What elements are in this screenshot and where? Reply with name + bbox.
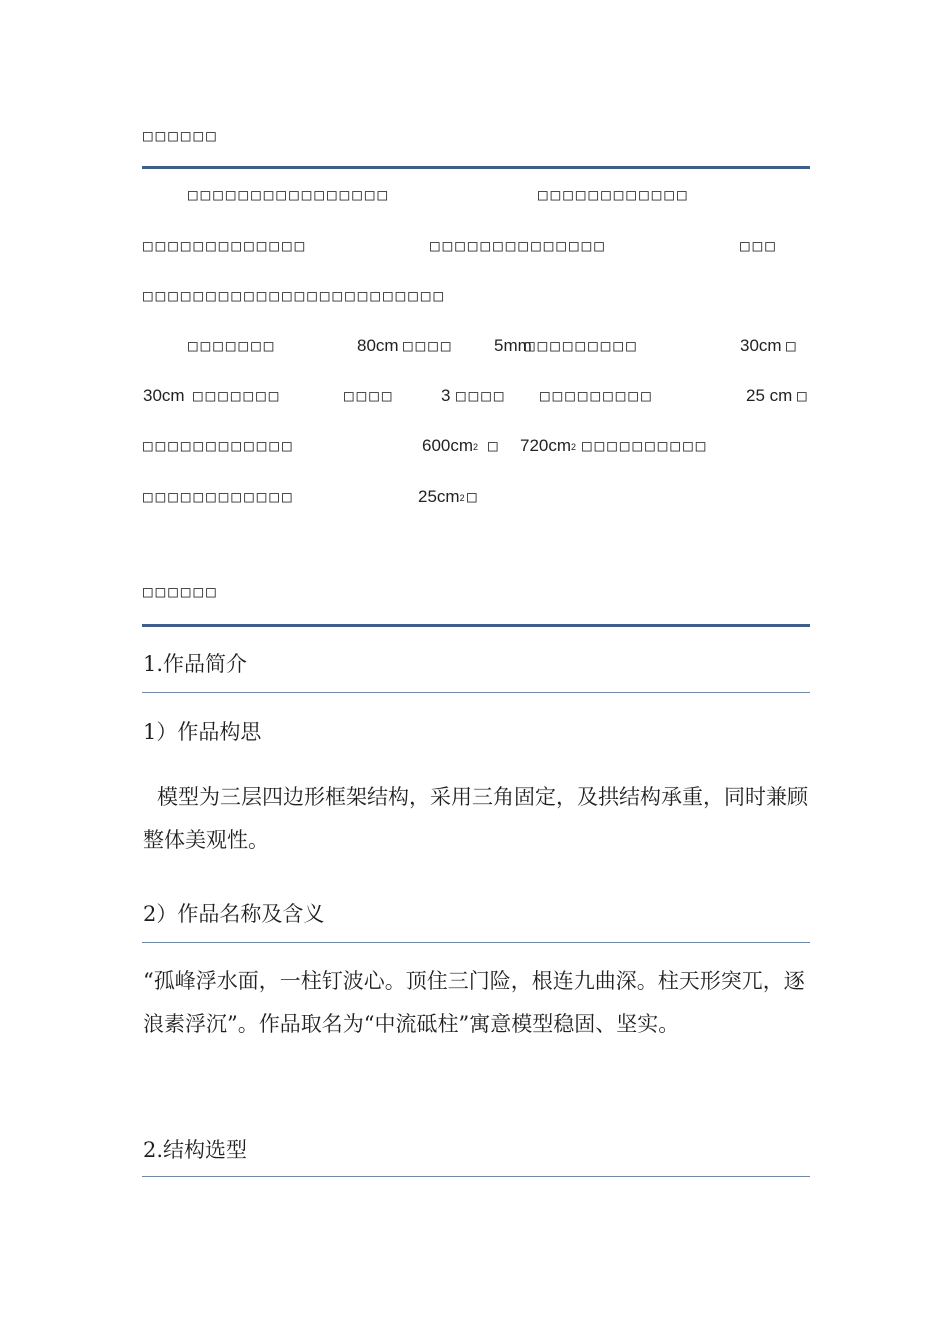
paragraph-meaning: “孤峰浮水面，一柱钉波心。顶住三门险，根连九曲深。柱天形突兀，逐浪素浮沉”。作品取名为“中流砥柱”寓意模型稳固、坚实。	[143, 969, 805, 1036]
body-text: □□□□□□□□□□□□□□□□□□□□□□□□	[143, 286, 447, 305]
body-text: □	[488, 436, 501, 455]
body-text: □□□□□□□	[188, 336, 277, 355]
body-text: □□□	[740, 236, 778, 255]
heading-rule	[142, 1176, 810, 1177]
heading-rule	[142, 692, 810, 693]
subheading-concept: 1）作品构思	[143, 720, 262, 744]
body-text: □□□□□□□□□□□□□	[143, 236, 308, 255]
body-text: □	[467, 487, 480, 506]
measure-value: 3	[441, 386, 451, 405]
measure-value: 5mm	[494, 336, 532, 355]
body-text: □□□□□□□□□□□□	[143, 487, 295, 506]
measure-value: $25cm_2$	[418, 487, 465, 506]
body-text: □□□□□□□□□	[525, 336, 639, 355]
body-text: □□□□□□□□□□□□	[538, 185, 690, 204]
body-text: □□□□□□□□□□	[582, 436, 709, 455]
measure-value: 25 cm	[746, 386, 793, 405]
body-text: □	[797, 386, 810, 405]
heading-intro: 1.作品简介	[143, 652, 248, 676]
section-title-2: □□□□□□	[143, 582, 219, 601]
paragraph-concept: 模型为三层四边形框架结构，采用三角固定，及拱结构承重，同时兼顾整体美观性。	[143, 785, 808, 852]
measure-value: $720cm_2$	[520, 436, 577, 455]
body-text: □□□□□□□□□□□□	[143, 436, 295, 455]
measure-value: $600cm_2$	[422, 436, 479, 455]
body-text: □□□□	[403, 336, 454, 355]
heading-rule	[142, 166, 810, 169]
body-text: □□□□□□□	[193, 386, 282, 405]
measure-value: 30cm	[740, 336, 782, 355]
body-text: □□□□□□□□□□□□□□	[430, 236, 607, 255]
body-text: □□□□	[456, 386, 507, 405]
subheading-name-meaning: 2）作品名称及含义	[143, 902, 325, 926]
body-text: □	[786, 336, 799, 355]
heading-structure: 2.结构选型	[143, 1138, 248, 1162]
body-text: □□□□□□□□□	[540, 386, 654, 405]
measure-value: 30cm	[143, 386, 185, 405]
heading-rule	[142, 624, 810, 627]
section-title-1: □□□□□□	[143, 126, 219, 145]
heading-rule	[142, 942, 810, 943]
body-text: □□□□□□□□□□□□□□□□	[188, 185, 391, 204]
measure-value: 80cm	[357, 336, 399, 355]
body-text: □□□□	[344, 386, 395, 405]
